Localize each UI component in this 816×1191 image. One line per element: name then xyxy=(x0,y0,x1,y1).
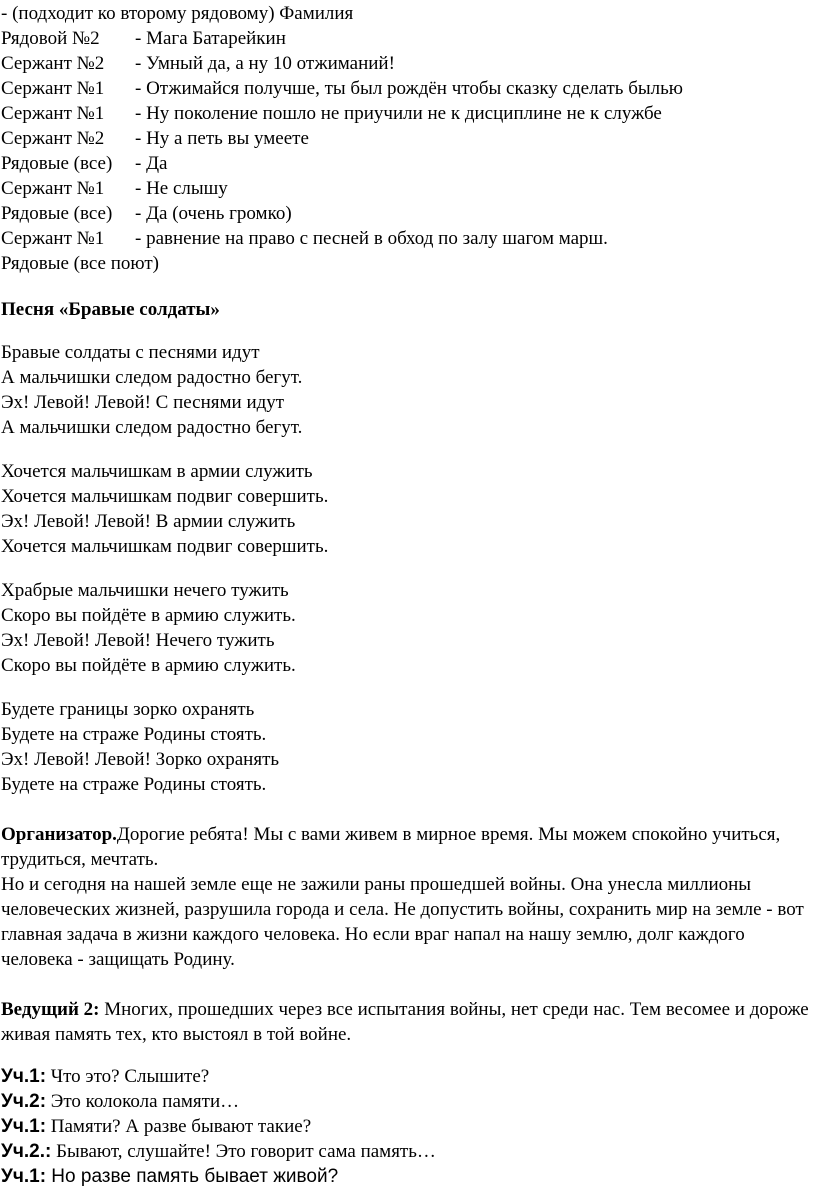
speaker-name: Сержант №1 xyxy=(1,103,105,124)
dialogue-text: - Да (очень громко) xyxy=(135,203,292,224)
dialogue-line xyxy=(1,226,608,251)
dialogue-text: - Ну поколение пошло не приучили не к дисциплине не к службе xyxy=(135,103,662,124)
speaker-name: Сержант №2 xyxy=(1,53,105,74)
dialogue-text: - Отжимайся получше, ты был рождён чтобы сказку сделать былью xyxy=(135,78,683,99)
dialogue-text: - Мага Батарейкин xyxy=(135,28,286,49)
speaker-name: Сержант №1 xyxy=(1,228,105,249)
dialogue-line xyxy=(1,1,353,26)
host2-label: Ведущий 2: xyxy=(1,999,100,1020)
verse-line: Будете границы зорко охранять xyxy=(1,699,255,720)
organizer-label: Организатор. xyxy=(1,824,117,845)
dialogue-text: - Да xyxy=(135,153,168,174)
student-line xyxy=(1,1164,338,1189)
student-label: Уч.2.: xyxy=(1,1141,52,1162)
dialogue-text: Рядовые (все поют) xyxy=(1,253,159,274)
verse-line: Хочется мальчишкам подвиг совершить. xyxy=(1,486,329,507)
speaker-name: Рядовой №2 xyxy=(1,28,100,49)
dialogue-line xyxy=(1,101,662,126)
student-line xyxy=(1,1114,311,1139)
student-text: Памяти? А разве бывают такие? xyxy=(46,1116,312,1137)
verse-line: Эх! Левой! Левой! Зорко охранять xyxy=(1,749,280,770)
student-label: Уч.1: xyxy=(1,1116,47,1137)
speaker-name: Сержант №1 xyxy=(1,78,105,99)
verse-line: Эх! Левой! Левой! С песнями идут xyxy=(1,392,285,413)
organizer-paragraph xyxy=(1,822,813,872)
dialogue-line xyxy=(1,151,167,176)
dialogue-text: - Умный да, а ну 10 отжиманий! xyxy=(135,53,395,74)
verse-line: Эх! Левой! Левой! Нечего тужить xyxy=(1,630,275,651)
dialogue-line xyxy=(1,176,228,201)
dialogue-line xyxy=(1,51,395,76)
verse-line: Будете на страже Родины стоять. xyxy=(1,774,267,795)
student-line xyxy=(1,1089,239,1114)
dialogue-line xyxy=(1,201,292,226)
dialogue-line xyxy=(1,126,309,151)
dialogue-line xyxy=(1,251,159,276)
verse-line: А мальчишки следом радостно бегут. xyxy=(1,417,303,438)
dialogue-text: - Не слышу xyxy=(135,178,228,199)
dialogue-line xyxy=(1,76,683,101)
dialogue-text: - Ну а петь вы умеете xyxy=(135,128,309,149)
speaker-name: Рядовые (все) xyxy=(1,153,113,174)
verse-line: Эх! Левой! Левой! В армии служить xyxy=(1,511,296,532)
organizer-paragraph-2: Но и сегодня на нашей земле еще не зажили раны прошедшей войны. Она унесла миллионы человеческих жизней, разрушила города и села. Не допустить войны, сохранить мир на земле - вот главная задача в жизни каждого человека. Но если враг напал на нашу землю, долг каждого человека - защищать Родину. xyxy=(1,874,804,970)
dialogue-text: - равнение на право с песней в обход по залу шагом марш. xyxy=(135,228,608,249)
student-line xyxy=(1,1064,209,1089)
speaker-name: Рядовые (все) xyxy=(1,203,113,224)
student-label: Уч.2: xyxy=(1,1091,47,1112)
student-text: Но разве память бывает живой? xyxy=(46,1166,339,1187)
verse-line: Хочется мальчишкам в армии служить xyxy=(1,461,313,482)
host2-paragraph xyxy=(1,997,813,1047)
host2-text: Многих, прошедших через все испытания войны, нет среди нас. Тем весомее и дороже живая память тех, кто выстоял в той войне. xyxy=(1,999,809,1045)
verse-line: Храбрые мальчишки нечего тужить xyxy=(1,580,289,601)
student-text: Бывают, слушайте! Это говорит сама память… xyxy=(51,1141,436,1162)
dialogue-line xyxy=(1,26,286,51)
organizer-text: Дорогие ребята! Мы с вами живем в мирное время. Мы можем спокойно учиться, трудиться, мечтать. xyxy=(1,824,781,870)
song-title: Песня «Бравые солдаты» xyxy=(1,299,220,320)
verse-line: Скоро вы пойдёте в армию служить. xyxy=(1,605,296,626)
student-label: Уч.1: xyxy=(1,1066,47,1087)
speaker-name: Сержант №2 xyxy=(1,128,105,149)
dialogue-text: - (подходит ко второму рядовому) Фамилия xyxy=(1,3,354,24)
student-text: Что это? Слышите? xyxy=(46,1066,210,1087)
verse-line: Бравые солдаты с песнями идут xyxy=(1,342,260,363)
speaker-name: Сержант №1 xyxy=(1,178,105,199)
verse-line: Скоро вы пойдёте в армию служить. xyxy=(1,655,296,676)
verse-line: Хочется мальчишкам подвиг совершить. xyxy=(1,536,329,557)
student-label: Уч.1: xyxy=(1,1166,47,1187)
student-text: Это колокола памяти… xyxy=(46,1091,240,1112)
verse-line: А мальчишки следом радостно бегут. xyxy=(1,367,303,388)
student-line xyxy=(1,1139,436,1164)
verse-line: Будете на страже Родины стоять. xyxy=(1,724,267,745)
